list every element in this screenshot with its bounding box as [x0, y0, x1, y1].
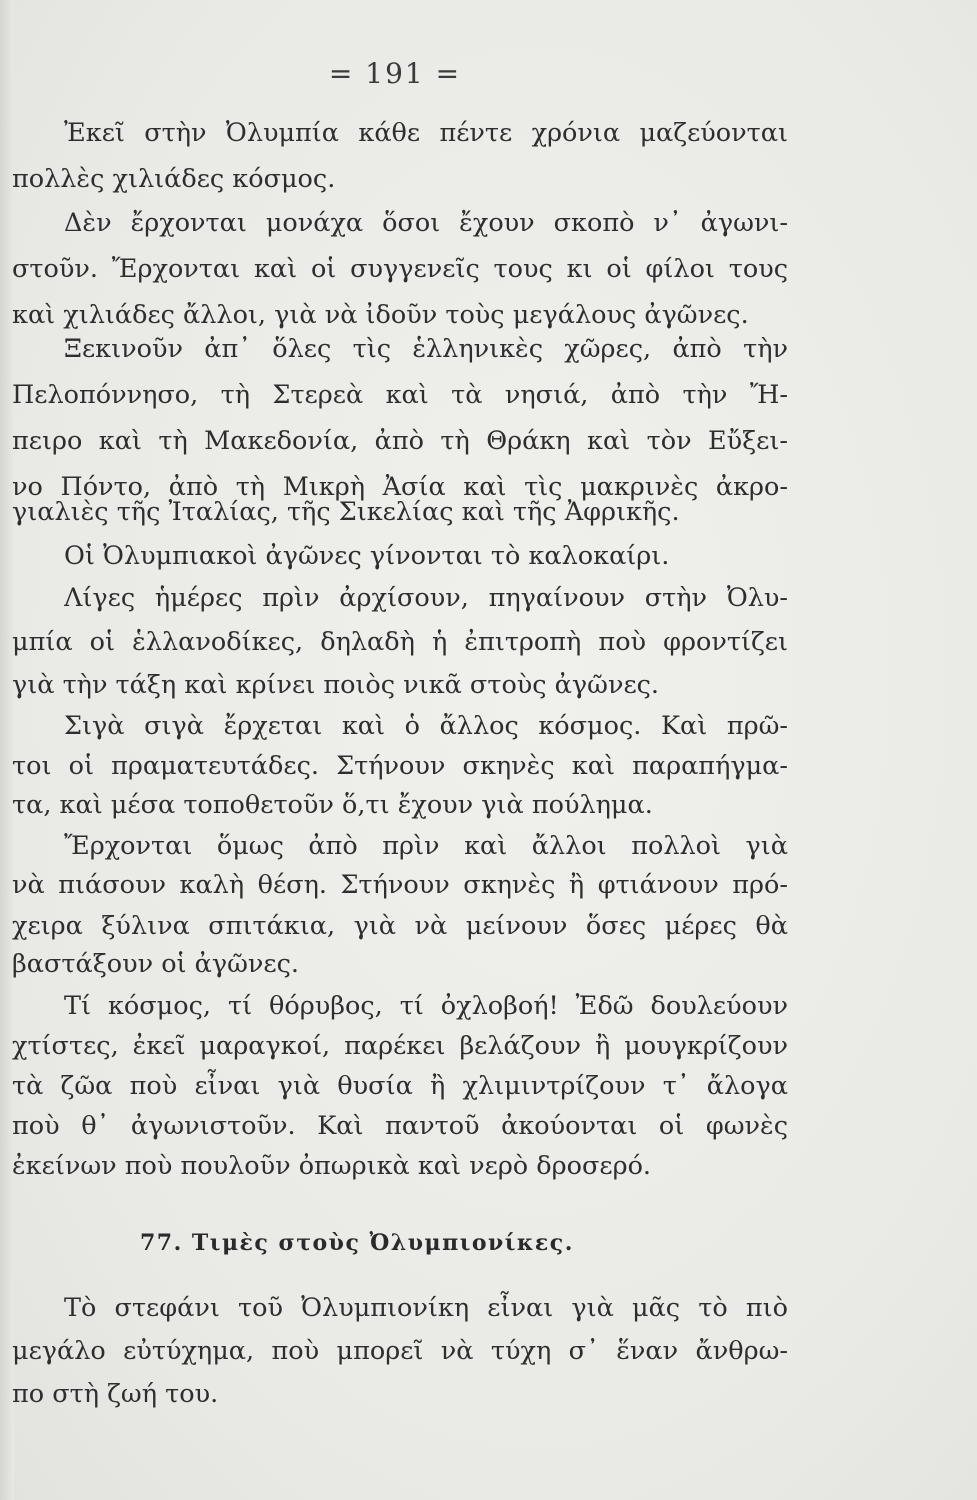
text-line: χειρα ξύλινα σπιτάκια, γιὰ νὰ μείνουν ὅσες μέρες θὰ: [12, 911, 788, 941]
text-line: μπία οἱ ἑλλανοδίκες, δηλαδὴ ἡ ἐπιτροπὴ ποὺ φροντίζει: [12, 627, 788, 657]
text-line: Οἱ Ὀλυμπιακοὶ ἀγῶνες γίνονται τὸ καλοκαίρι.: [64, 541, 670, 571]
text-line: ποὺ θ᾽ ἀγωνιστοῦν. Καὶ παντοῦ ἀκούονται οἱ φωνὲς: [12, 1111, 788, 1141]
text-line: νο Πόντο, ἀπὸ τὴ Μικρὴ Ἀσία καὶ τὶς μακρινὲς ἀκρο-: [12, 472, 788, 502]
text-line: πο στὴ ζωή του.: [12, 1379, 219, 1409]
text-line: πολλὲς χιλιάδες κόσμος.: [12, 164, 336, 194]
text-line: στοῦν. Ἔρχονται καὶ οἱ συγγενεῖς τους κι οἱ φίλοι τους: [12, 254, 788, 284]
text-line: πειρο καὶ τὴ Μακεδονία, ἀπὸ τὴ Θράκη καὶ τὸν Εὔξει-: [12, 426, 788, 456]
text-line: Δὲν ἔρχονται μονάχα ὅσοι ἔχουν σκοπὸ ν᾽ ἀγωνι-: [64, 208, 788, 238]
text-line: νὰ πιάσουν καλὴ θέση. Στήνουν σκηνὲς ἢ φτιάνουν πρό-: [12, 870, 788, 900]
page-number: = 191 =: [328, 57, 462, 90]
section-title: 77. Τιμὲς στοὺς Ὀλυμπιονίκες.: [140, 1230, 574, 1256]
text-line: Σιγὰ σιγὰ ἔρχεται καὶ ὁ ἄλλος κόσμος. Καὶ πρῶ-: [64, 711, 788, 741]
text-line: γιὰ τὴν τάξη καὶ κρίνει ποιὸς νικᾶ στοὺς ἀγῶνες.: [12, 670, 660, 700]
text-line: βαστάξουν οἱ ἀγῶνες.: [12, 949, 300, 979]
text-line: Πελοπόννησο, τὴ Στερεὰ καὶ τὰ νησιά, ἀπὸ τὴν Ἤ-: [12, 380, 788, 410]
text-line: γιαλιὲς τῆς Ἰταλίας, τῆς Σικελίας καὶ τῆς Ἀφρικῆς.: [12, 497, 680, 527]
text-line: τοι οἱ πραματευτάδες. Στήνουν σκηνὲς καὶ παραπήγμα-: [12, 751, 788, 781]
text-line: μεγάλο εὐτύχημα, ποὺ μπορεῖ νὰ τύχη σ᾽ ἕναν ἄνθρω-: [12, 1336, 788, 1366]
text-line: ἐκείνων ποὺ πουλοῦν ὀπωρικὰ καὶ νερὸ δροσερό.: [12, 1151, 652, 1181]
text-line: Ἐκεῖ στὴν Ὀλυμπία κάθε πέντε χρόνια μαζεύονται: [64, 118, 788, 148]
text-line: καὶ χιλιάδες ἄλλοι, γιὰ νὰ ἰδοῦν τοὺς μεγάλους ἀγῶνες.: [12, 300, 749, 330]
text-line: τὰ ζῶα ποὺ εἶναι γιὰ θυσία ἢ χλιμιντρίζουν τ᾽ ἄλογα: [12, 1071, 788, 1101]
text-line: Ἔρχονται ὅμως ἀπὸ πρὶν καὶ ἄλλοι πολλοὶ γιὰ: [64, 831, 788, 861]
text-line: Ξεκινοῦν ἀπ᾽ ὅλες τὶς ἑλληνικὲς χῶρες, ἀπὸ τὴν: [64, 334, 788, 364]
text-line: Τὸ στεφάνι τοῦ Ὀλυμπιονίκη εἶναι γιὰ μᾶς τὸ πιὸ: [64, 1293, 788, 1323]
text-line: τα, καὶ μέσα τοποθετοῦν ὅ,τι ἔχουν γιὰ πούλημα.: [12, 790, 653, 820]
text-line: Λίγες ἡμέρες πρὶν ἀρχίσουν, πηγαίνουν στὴν Ὀλυ-: [64, 583, 788, 613]
text-line: χτίστες, ἐκεῖ μαραγκοί, παρέκει βελάζουν ἢ μουγκρίζουν: [12, 1031, 788, 1061]
text-line: Τί κόσμος, τί θόρυβος, τί ὀχλοβοή! Ἐδῶ δουλεύουν: [64, 991, 788, 1021]
